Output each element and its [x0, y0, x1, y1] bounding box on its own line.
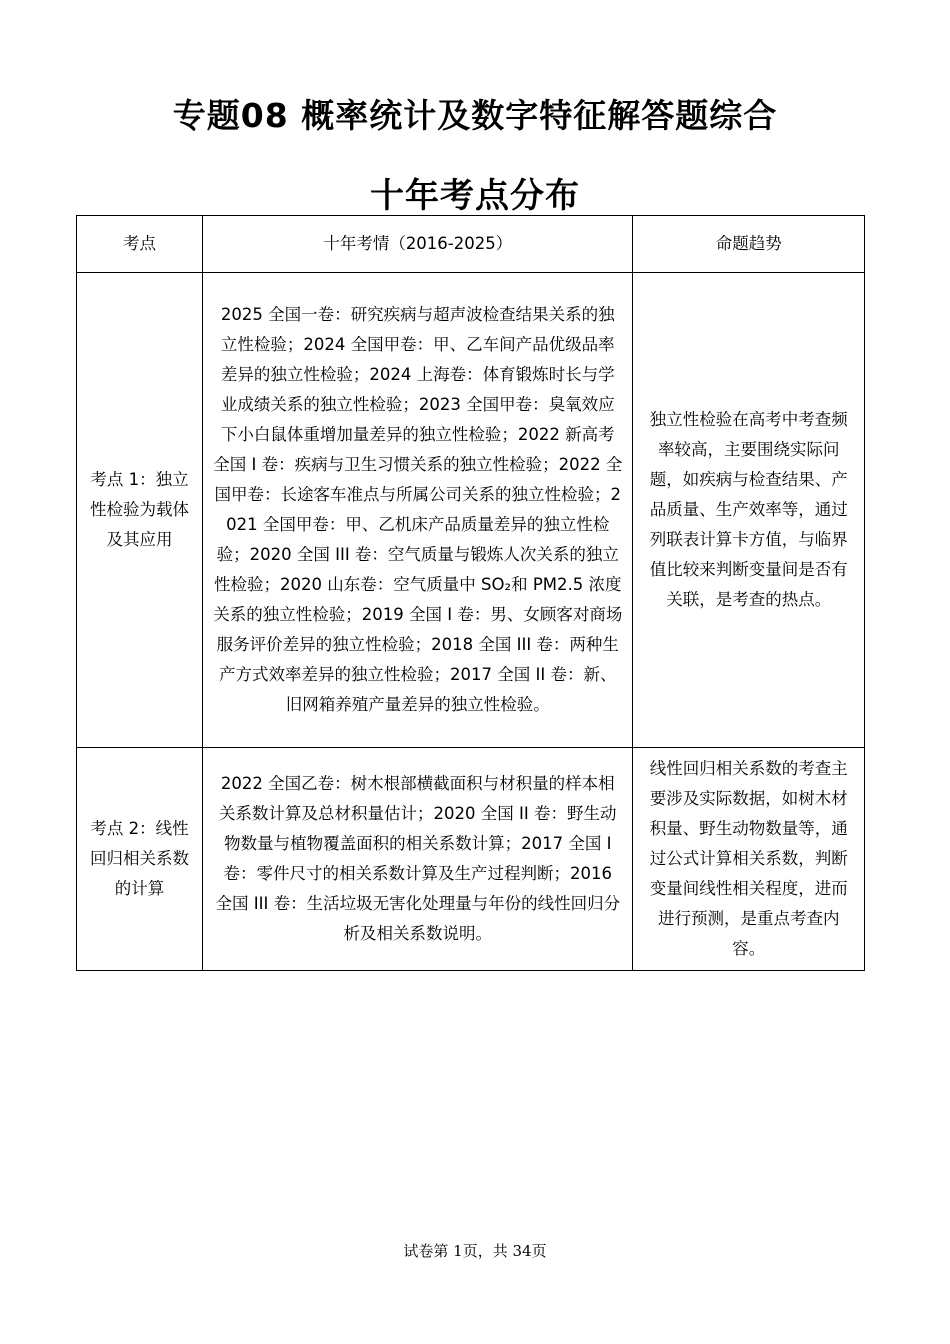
header-topic: 考点: [77, 216, 203, 273]
topic-cell: 考点 1：独立性检验为载体及其应用: [77, 273, 203, 748]
cases-cell: 2022 全国乙卷：树木根部横截面积与材积量的样本相关系数计算及总材积量估计；2020 全国 II 卷：野生动物数量与植物覆盖面积的相关系数计算；2017 全国 I 卷：零件尺寸的相关系数计算及生产过程判断；2016 全国 III 卷：生活垃圾无害化处理量与年份的线性回归分析及相关系数说明。: [203, 748, 633, 971]
table-row: [77, 748, 865, 971]
trend-cell: 线性回归相关系数的考查主要涉及实际数据，如树木材积量、野生动物数量等，通过公式计算相关系数，判断变量间线性相关程度，进而进行预测，是重点考查内容。: [633, 748, 865, 971]
trend-cell: 独立性检验在高考中考查频率较高，主要围绕实际问题，如疾病与检查结果、产品质量、生产效率等，通过列联表计算卡方值，与临界值比较来判断变量间是否有关联，是考查的热点。: [633, 273, 865, 748]
page-title: 专题08 概率统计及数字特征解答题综合: [172, 96, 778, 135]
header-cases: 十年考情（2016-2025）: [203, 216, 633, 273]
section-title: 十年考点分布: [370, 176, 580, 216]
table-row: [77, 273, 865, 748]
topic-cell: 考点 2：线性回归相关系数的计算: [77, 748, 203, 971]
exam-topic-table: [76, 215, 865, 971]
table-header-row: [77, 216, 865, 273]
page-footer: 试卷第 1页，共 34页: [403, 1242, 547, 1260]
cases-cell: 2025 全国一卷：研究疾病与超声波检查结果关系的独立性检验；2024 全国甲卷：甲、乙车间产品优级品率差异的独立性检验；2024 上海卷：体育锻炼时长与学业成绩关系的独立性检验；2023 全国甲卷：臭氧效应下小白鼠体重增加量差异的独立性检验；2022 新高考全国 Ⅰ 卷：疾病与卫生习惯关系的独立性检验；2022 全国甲卷：长途客车准点与所属公司关系的独立性检验；2021 全国甲卷：甲、乙机床产品质量差异的独立性检验；2020 全国 III 卷：空气质量与锻炼人次关系的独立性检验；2020 山东卷：空气质量中 SO₂和 PM2.5 浓度关系的独立性检验；2019 全国 I 卷：男、女顾客对商场服务评价差异的独立性检验；2018 全国 III 卷：两种生产方式效率差异的独立性检验；2017 全国 II 卷：新、旧网箱养殖产量差异的独立性检验。: [203, 273, 633, 748]
header-trend: 命题趋势: [633, 216, 865, 273]
